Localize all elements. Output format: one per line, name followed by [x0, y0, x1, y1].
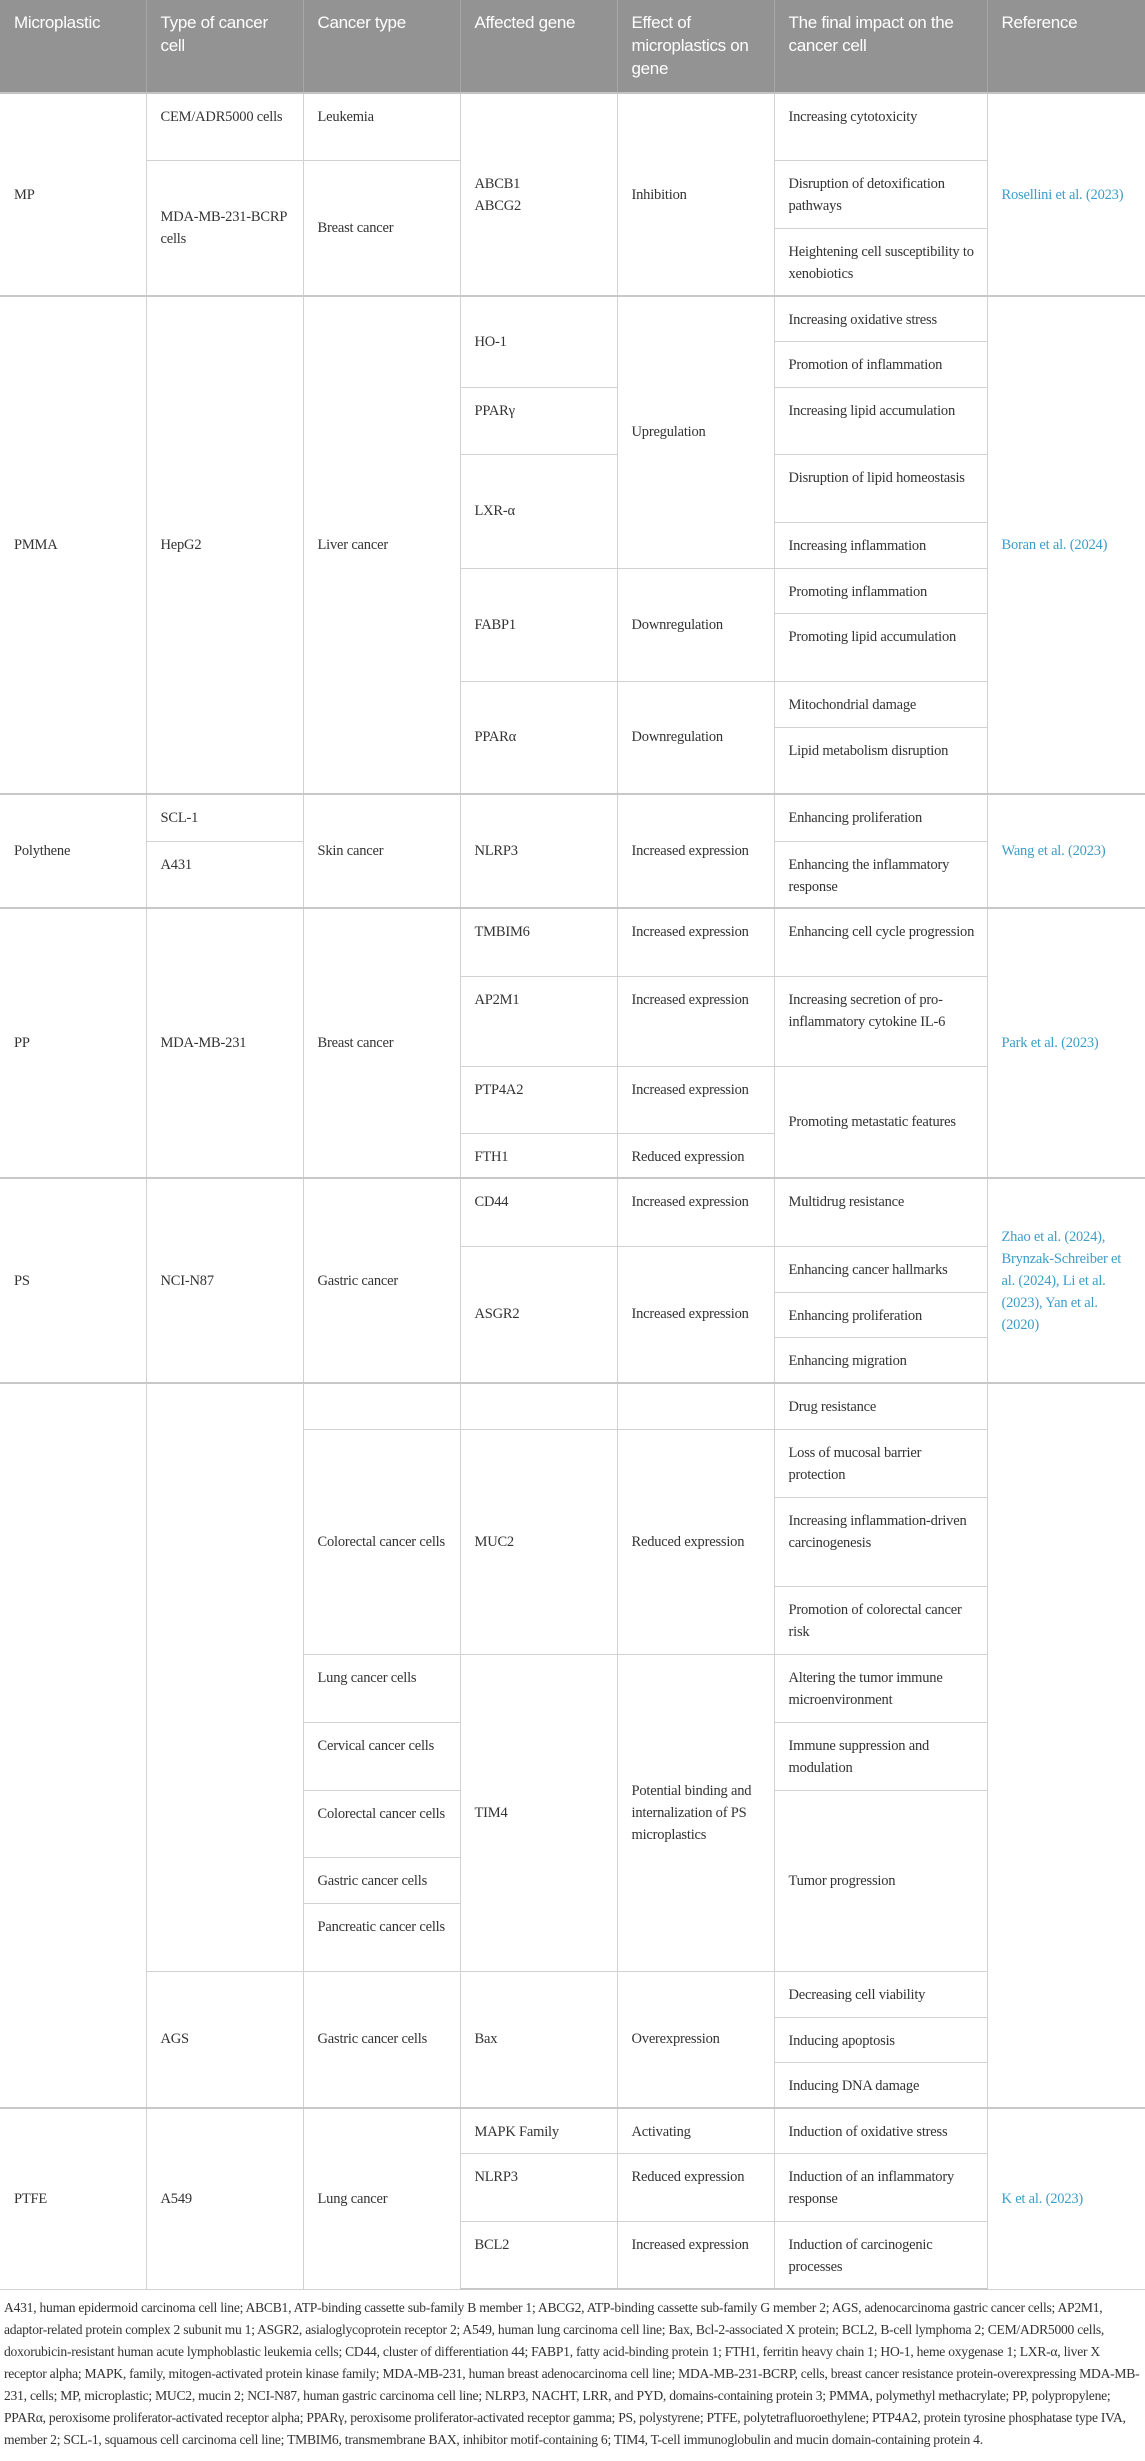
impact-cell: Altering the tumor immune microenvironment	[774, 1654, 987, 1722]
header-final-impact: The final impact on the cancer cell	[774, 0, 987, 93]
impact-cell: Increasing inflammation	[774, 522, 987, 568]
table-row	[0, 908, 1145, 976]
impact-cell: Drug resistance	[774, 1383, 987, 1429]
impact-cell: Enhancing the inflammatory response	[774, 841, 987, 908]
microplastic-cell-empty	[0, 1383, 146, 2108]
effect-cell: Increased expression	[617, 2221, 774, 2289]
cell-type-cell: A549	[146, 2108, 303, 2289]
header-effect: Effect of microplastics on gene	[617, 0, 774, 93]
effect-cell: Increased expression	[617, 1178, 774, 1246]
effect-cell: Increased expression	[617, 908, 774, 976]
microplastic-cell: PMMA	[0, 296, 146, 794]
impact-cell: Promoting metastatic features	[774, 1066, 987, 1178]
gene-cell: HO-1	[460, 296, 617, 387]
table-row	[0, 794, 1145, 841]
impact-cell: Mitochondrial damage	[774, 681, 987, 727]
impact-cell: Tumor progression	[774, 1790, 987, 1971]
impact-cell: Decreasing cell viability	[774, 1971, 987, 2017]
impact-cell: Loss of mucosal barrier protection	[774, 1429, 987, 1497]
microplastic-cell: MP	[0, 93, 146, 296]
impact-cell: Promoting inflammation	[774, 568, 987, 613]
gene-cell-empty	[460, 1383, 617, 1429]
cancer-type-cell: Cervical cancer cells	[303, 1722, 460, 1790]
effect-cell: Upregulation	[617, 296, 774, 568]
cancer-type-cell: Lung cancer	[303, 2108, 460, 2289]
impact-cell: Increasing oxidative stress	[774, 296, 987, 341]
gene-cell: PTP4A2	[460, 1066, 617, 1133]
gene-cell: FABP1	[460, 568, 617, 681]
table-footnote-abbreviations: A431, human epidermoid carcinoma cell line; ABCB1, ATP-binding cassette sub-family B member 1; ABCG2, ATP-binding cassette sub-family G member 2; AGS, adenocarcinoma gastric cancer cells; AP2M1, adaptor-related protein complex 2 subunit mu 1; ASGR2, asialoglycoprotein receptor 2; A549, human lung carcinoma cell line; Bax, Bcl-2-associated X protein; BCL2, B-cell lymphoma 2; CEM/ADR5000 cells, doxorubicin-resistant human acute lymphoblastic leukemia cells; CD44, cluster of differentiation 44; FABP1, fatty acid-binding protein 1; FTH1, ferritin heavy chain 1; HO-1, heme oxygenase 1; LXR-α, liver X receptor alpha; MAPK, family, mitogen-activated protein kinase family; MDA-MB-231, human breast adenocarcinoma cell line; MDA-MB-231-BCRP, cells, breast cancer resistance protein-overexpressing MDA-MB-231, cells; MP, microplastic; MUC2, mucin 2; NCI-N87, human gastric carcinoma cell line; NLRP3, NACHT, LRR, and PYD, domains-containing protein 3; PMMA, polymethyl methacrylate; PP, polypropylene; PPARα, peroxisome proliferator-activated receptor alpha; PPARγ, peroxisome proliferator-activated receptor gamma; PS, polystyrene; PTFE, polytetrafluoroethylene; PTP4A2, protein tyrosine phosphatase type IVA, member 2; SCL-1, squamous cell carcinoma cell line; TMBIM6, transmembrane BAX, inhibitor motif-containing 6; TIM4, T-cell immunoglobulin and mucin domain-containing protein 4.	[4, 2300, 1140, 2447]
cell-type-cell: HepG2	[146, 296, 303, 794]
table-row	[0, 1178, 1145, 1246]
cancer-type-cell: Breast cancer	[303, 160, 460, 296]
gene-cell: AP2M1	[460, 976, 617, 1066]
impact-cell: Immune suppression and modulation	[774, 1722, 987, 1790]
cancer-type-cell: Lung cancer cells	[303, 1654, 460, 1722]
effect-cell: Activating	[617, 2108, 774, 2153]
impact-cell: Heightening cell susceptibility to xenobiotics	[774, 228, 987, 296]
gene-cell: CD44	[460, 1178, 617, 1246]
impact-cell: Enhancing proliferation	[774, 794, 987, 841]
microplastic-cell: PP	[0, 908, 146, 1178]
reference-link[interactable]: Park et al. (2023)	[987, 908, 1145, 1178]
gene-cell: TIM4	[460, 1654, 617, 1971]
cancer-type-cell: Gastric cancer	[303, 1178, 460, 1383]
table-header-row	[0, 0, 1145, 93]
cell-type-cell: CEM/ADR5000 cells	[146, 93, 303, 160]
cancer-type-cell: Colorectal cancer cells	[303, 1790, 460, 1857]
effect-cell: Downregulation	[617, 568, 774, 681]
gene-cell: MUC2	[460, 1429, 617, 1654]
impact-cell: Inducing apoptosis	[774, 2017, 987, 2062]
cell-type-cell: AGS	[146, 1971, 303, 2108]
reference-link[interactable]: K et al. (2023)	[987, 2108, 1145, 2289]
header-reference: Reference	[987, 0, 1145, 93]
impact-cell: Induction of an inflammatory response	[774, 2153, 987, 2221]
effect-cell: Overexpression	[617, 1971, 774, 2108]
cancer-type-cell: Gastric cancer cells	[303, 1857, 460, 1903]
impact-cell: Enhancing migration	[774, 1337, 987, 1383]
header-cell-type: Type of cancer cell	[146, 0, 303, 93]
cancer-type-cell: Breast cancer	[303, 908, 460, 1178]
table-row	[0, 1383, 1145, 1429]
cell-type-cell-empty	[146, 1383, 303, 1971]
gene-cell: TMBIM6	[460, 908, 617, 976]
impact-cell: Induction of oxidative stress	[774, 2108, 987, 2153]
impact-cell: Lipid metabolism disruption	[774, 727, 987, 794]
cancer-type-cell: Skin cancer	[303, 794, 460, 908]
gene-cell: ABCB1 ABCG2	[460, 93, 617, 296]
gene-cell: NLRP3	[460, 794, 617, 908]
table-row	[0, 93, 1145, 160]
cell-type-cell: MDA-MB-231	[146, 908, 303, 1178]
effect-cell: Potential binding and internalization of PS microplastics	[617, 1654, 774, 1971]
gene-cell: PPARγ	[460, 387, 617, 454]
effect-cell: Inhibition	[617, 93, 774, 296]
impact-cell: Increasing secretion of pro-inflammatory cytokine IL-6	[774, 976, 987, 1066]
impact-cell: Enhancing cancer hallmarks	[774, 1246, 987, 1292]
header-cancer-type: Cancer type	[303, 0, 460, 93]
effect-cell: Reduced expression	[617, 1133, 774, 1178]
gene-cell: FTH1	[460, 1133, 617, 1178]
impact-cell: Promotion of inflammation	[774, 341, 987, 387]
impact-cell: Induction of carcinogenic processes	[774, 2221, 987, 2289]
microplastic-cell: Polythene	[0, 794, 146, 908]
reference-cell-empty	[987, 1383, 1145, 2108]
gene-cell: LXR-α	[460, 454, 617, 568]
cell-type-cell: NCI-N87	[146, 1178, 303, 1383]
reference-link[interactable]: Rosellini et al. (2023)	[987, 93, 1145, 296]
gene-cell: MAPK Family	[460, 2108, 617, 2153]
cancer-type-cell: Pancreatic cancer cells	[303, 1903, 460, 1971]
cancer-type-cell: Liver cancer	[303, 296, 460, 794]
effect-cell: Reduced expression	[617, 1429, 774, 1654]
cancer-type-cell: Gastric cancer cells	[303, 1971, 460, 2108]
gene-cell: BCL2	[460, 2221, 617, 2289]
gene-cell: NLRP3	[460, 2153, 617, 2221]
cell-type-cell: A431	[146, 841, 303, 908]
effect-cell-empty	[617, 1383, 774, 1429]
header-affected-gene: Affected gene	[460, 0, 617, 93]
gene-cell: Bax	[460, 1971, 617, 2108]
microplastic-cell: PS	[0, 1178, 146, 1383]
impact-cell: Disruption of detoxification pathways	[774, 160, 987, 228]
effect-cell: Downregulation	[617, 681, 774, 794]
cancer-type-cell: Colorectal cancer cells	[303, 1429, 460, 1654]
reference-link[interactable]: Boran et al. (2024)	[987, 296, 1145, 794]
effect-cell: Increased expression	[617, 1066, 774, 1133]
cancer-type-cell: Leukemia	[303, 93, 460, 160]
microplastic-cell: PTFE	[0, 2108, 146, 2289]
reference-link[interactable]: Zhao et al. (2024), Brynzak-Schreiber et al. (2024), Li et al. (2023), Yan et al. (2020)	[987, 1178, 1145, 1383]
impact-cell: Promotion of colorectal cancer risk	[774, 1586, 987, 1654]
impact-cell: Enhancing proliferation	[774, 1292, 987, 1337]
effect-cell: Increased expression	[617, 1246, 774, 1383]
impact-cell: Enhancing cell cycle progression	[774, 908, 987, 976]
impact-cell: Multidrug resistance	[774, 1178, 987, 1246]
header-microplastic: Microplastic	[0, 0, 146, 93]
cell-type-cell: SCL-1	[146, 794, 303, 841]
cancer-type-cell-empty	[303, 1383, 460, 1429]
impact-cell: Disruption of lipid homeostasis	[774, 454, 987, 522]
impact-cell: Promoting lipid accumulation	[774, 613, 987, 681]
impact-cell: Increasing cytotoxicity	[774, 93, 987, 160]
table-row	[0, 1971, 1145, 2017]
gene-cell: ASGR2	[460, 1246, 617, 1383]
effect-cell: Reduced expression	[617, 2153, 774, 2221]
cell-type-cell: MDA-MB-231-BCRP cells	[146, 160, 303, 296]
gene-cell: PPARα	[460, 681, 617, 794]
effect-cell: Increased expression	[617, 976, 774, 1066]
impact-cell: Increasing lipid accumulation	[774, 387, 987, 454]
impact-cell: Increasing inflammation-driven carcinogenesis	[774, 1497, 987, 1586]
table-row	[0, 296, 1145, 341]
impact-cell: Inducing DNA damage	[774, 2062, 987, 2108]
table-row	[0, 2108, 1145, 2153]
reference-link[interactable]: Wang et al. (2023)	[987, 794, 1145, 908]
effect-cell: Increased expression	[617, 794, 774, 908]
